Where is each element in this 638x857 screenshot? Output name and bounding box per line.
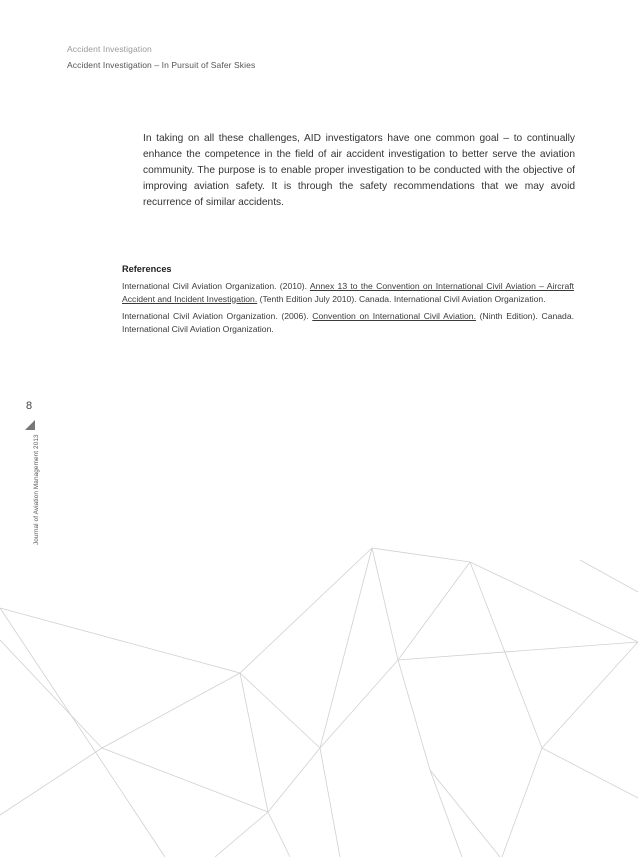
pattern-line (0, 548, 638, 673)
pattern-line (580, 560, 638, 592)
journal-vertical-label: Journal of Aviation Management 2013 (33, 434, 40, 545)
pattern-line (102, 748, 268, 857)
pattern-line (320, 548, 372, 857)
pattern-line (102, 673, 268, 812)
pattern-line (320, 562, 470, 748)
reference-author-date: International Civil Aviation Organization. (2010). (122, 281, 310, 291)
pattern-line (398, 642, 638, 660)
pattern-line (542, 642, 638, 748)
pattern-line (430, 770, 500, 857)
reference-details: (Tenth Edition July 2010). Canada. International Civil Aviation Organization. (257, 293, 546, 304)
page-number: 8 (26, 400, 33, 412)
pattern-line (268, 812, 290, 857)
reference-author-date: International Civil Aviation Organization. (2006). (122, 311, 313, 322)
pattern-line (372, 548, 462, 857)
header-article-title: Accident Investigation – In Pursuit of Safer Skies (67, 60, 256, 70)
references-heading: References (122, 264, 172, 274)
body-paragraph: In taking on all these challenges, AID investigators have one common goal – to continually enhance the competence in the field of air accident investigation to better serve the aviation community. The purpose is to enable proper investigation to be conducted with the objective of improving aviation safety. It is through the safety recommendations that we may avoid recurrence of similar accidents. (143, 133, 575, 209)
pattern-line (470, 562, 542, 857)
reference-details: (Ninth Edition). Canada. International Civil Aviation Organization. (122, 311, 574, 334)
header-section-label: Accident Investigation (67, 44, 152, 54)
pattern-line (0, 640, 102, 815)
pattern-line (0, 608, 165, 857)
pattern-line (240, 673, 320, 812)
reference-title-link[interactable]: Annex 13 to the Convention on International Civil Aviation – Aircraft Accident and Incident Investigation. (122, 281, 574, 304)
reference-title-link[interactable]: Convention on International Civil Aviation. (312, 311, 476, 322)
pattern-line (542, 748, 638, 798)
